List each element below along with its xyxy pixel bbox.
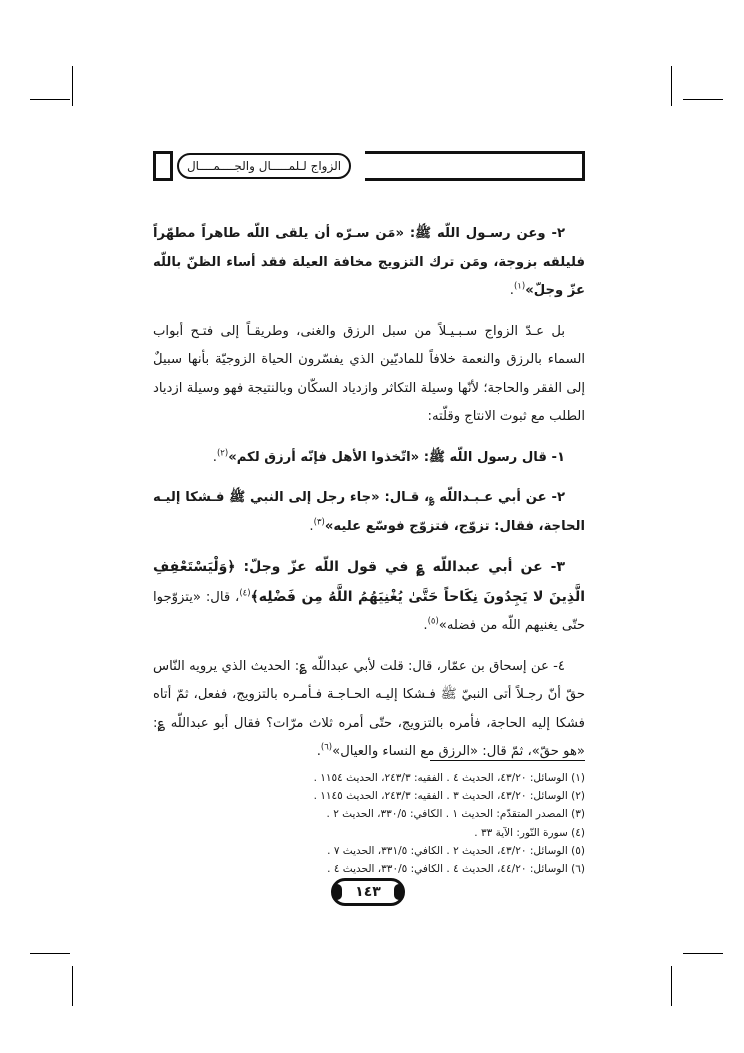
paragraph-end: . xyxy=(509,283,514,298)
crop-mark-top-right-v xyxy=(671,66,672,106)
running-header xyxy=(153,151,585,181)
header-frame-left xyxy=(153,151,173,181)
paragraph-end: . xyxy=(423,618,428,633)
paragraph-hadith-1 xyxy=(153,444,585,473)
paragraph-hadith-2 xyxy=(153,484,585,541)
page-number xyxy=(331,878,405,906)
paragraph-hadith-2-intro xyxy=(153,220,585,306)
paragraph-text: ٤- عن إسحاق بن عمّار، قال: قلت لأبي عبداللّه ؏: الحديث الذي يرويه النّاس حقّ أنّ رجـلاً أتى النبيّ ﷺ فـشكا إليـه الحـاجـة فـأمـره بالتزويج، ففعل، ثمّ أتاه فشكا إليه الحاجة، فأمره بالتزويج، حتّى أمره ثلاث مرّات؟ فقال أبو عبداللّه ؏: «هو حقّ»، ثمّ قال: «الرزق مع النساء والعيال» xyxy=(153,658,585,759)
footnote-1: (١) الوسائل: ٤٣/٢٠، الحديث ٤ . الفقيه: ٢٤٣/٣، الحديث ١١٥٤ . xyxy=(313,772,585,784)
header-title: الزواج لـلمـــــال والجــــمــــال xyxy=(177,153,351,179)
footnotes xyxy=(250,769,585,878)
paragraph-end: . xyxy=(212,449,217,465)
header-frame-right xyxy=(365,151,585,181)
paragraph-hadith-4 xyxy=(153,653,585,767)
footnote-ref: (٥) xyxy=(427,616,439,627)
crop-mark-bottom-left-v xyxy=(72,966,73,1006)
crop-mark-top-right-h xyxy=(683,99,723,100)
footnote-ref: (١) xyxy=(513,281,526,292)
footnote-5: (٥) الوسائل: ٤٣/٢٠، الحديث ٢ . الكافي: ٣٣١/٥، الحديث ٧ . xyxy=(327,844,585,857)
paragraph-text: ٢- وعن رسـول اللّه ﷺ: «مَن سـرّه أن يلقى اللّه طاهراً مطهّراً فليلقه بزوجة، ومَن ترك التزويج مخافة العيلة فقد أساء الظنّ باللّه عزّ وجلّ» xyxy=(153,226,585,298)
footnote-6: (٦) الوسائل: ٤٤/٢٠، الحديث ٤ . الكافي: ٣٣٠/٥، الحديث ٤ . xyxy=(327,863,585,876)
page-number-text: ١٤٣ xyxy=(355,884,381,900)
paragraph-end: . xyxy=(309,518,314,534)
crop-mark-bottom-right-v xyxy=(671,966,672,1006)
footnote-ref: (٦) xyxy=(320,742,333,753)
paragraph-text: ١- قال رسول اللّه ﷺ: «اتّخذوا الأهل فإنّه أرزق لكم» xyxy=(228,449,565,465)
paragraph-end: . xyxy=(316,744,321,759)
footnote-2: (٢) الوسائل: ٤٣/٢٠، الحديث ٣ . الفقيه: ٢٤٣/٣، الحديث ١١٤٥ . xyxy=(313,790,585,803)
footnote-separator xyxy=(430,760,585,761)
crop-mark-bottom-left-h xyxy=(30,953,70,954)
footnote-3: (٣) المصدر المتقدّم: الحديث ١ . الكافي: ٣٣٠/٥، الحديث ٢ . xyxy=(326,808,585,821)
crop-mark-top-left-h xyxy=(30,99,70,100)
main-text xyxy=(153,220,585,779)
footnote-4: (٤) سورة النّور: الآية ٣٣ . xyxy=(474,826,585,839)
paragraph-hadith-3 xyxy=(153,553,585,641)
paragraph-commentary xyxy=(153,318,585,432)
paragraph-text: ٢- عن أبي عـبـداللّه ؏، قـال: «جاء رجل إلى النبي ﷺ فـشكا إليـه الحاجة، فقال: تزوّج، فتزوّج فوسّع عليه» xyxy=(153,490,585,534)
paragraph-text: بل عـدّ الزواج سـبـيـلاً من سبل الرزق والغنى، وطريقـاً إلى فتـح أبواب السماء بالرزق والنعمة خلافاً للماديّين الذي يفسّرون الحياة الزوجيّة بأنها سبيلٌ إلى الفقر والحاجة؛ لأنّها وسيلة التكاثر وازدياد السكّان وبالنتيجة فهو وسيلة ازدياد الطلب مع ثبوت الانتاج وقلّته: xyxy=(153,323,585,424)
footnote-ref: (٤) xyxy=(239,588,251,599)
paragraph-tail: ، قال: «يتزوّجوا حتّى يغنيهم اللّه من فضله» xyxy=(153,589,585,633)
crop-mark-bottom-right-h xyxy=(683,953,723,954)
crop-mark-top-left-v xyxy=(72,66,73,106)
footnote-ref: (٣) xyxy=(313,517,325,528)
quran-verse-text: ٣- عن أبي عبداللّه ؏ في قول اللّه عزّ وجلّ: ﴿وَلْيَسْتَعْفِفِ الَّذِينَ لا يَجِدُونَ نِكَاحاً حَتَّىٰ يُغْنِيَهُمُ اللَّهُ مِن فَضْلِه﴾ xyxy=(153,559,585,605)
footnote-ref: (٢) xyxy=(216,448,229,459)
